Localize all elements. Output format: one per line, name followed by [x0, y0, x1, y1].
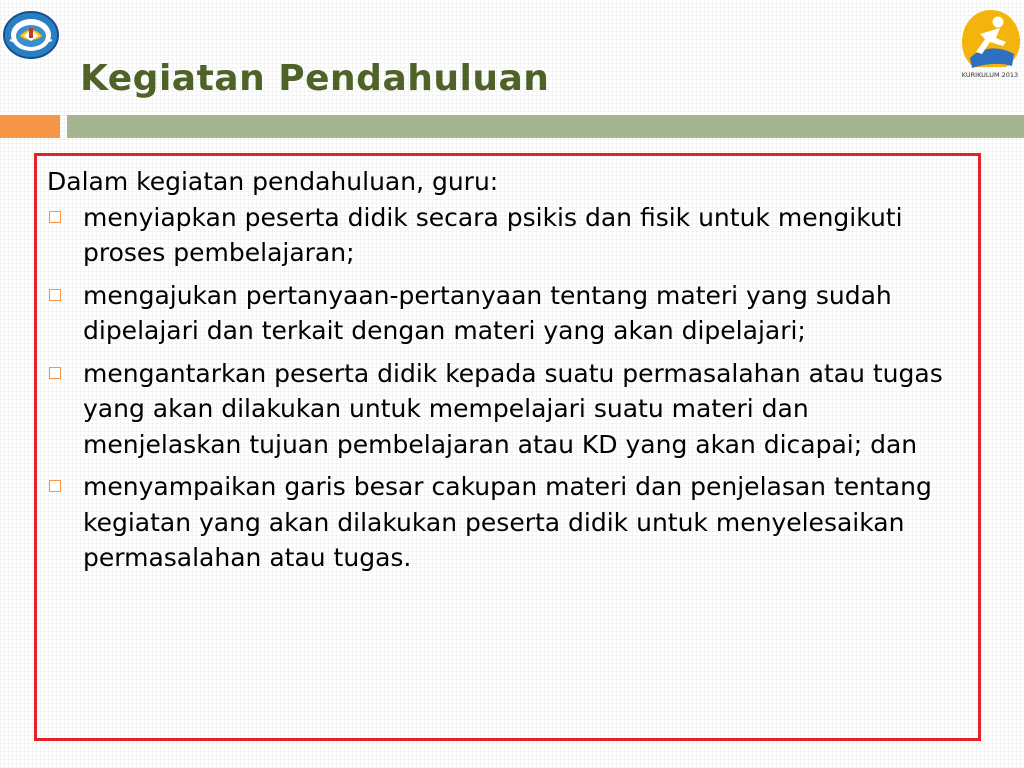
list-item	[47, 356, 970, 463]
kurikulum-2013-logo	[960, 6, 1022, 80]
intro-text: Dalam kegiatan pendahuluan, guru:	[47, 167, 499, 196]
bullet-list	[47, 200, 970, 576]
list-item-text: mengajukan pertanyaan-pertanyaan tentang materi yang sudah dipelajari dan terkait dengan materi yang akan dipelajari;	[83, 280, 892, 345]
list-item	[47, 278, 970, 349]
list-item-text: mengantarkan peserta didik kepada suatu permasalahan atau tugas yang akan dilakukan untuk mempelajari suatu materi dan menjelaskan tujuan pembelajaran atau KD yang akan dicapai; dan	[83, 358, 943, 459]
square-bullet-icon	[49, 480, 61, 492]
list-item-text: menyiapkan peserta didik secara psikis dan fisik untuk mengikuti proses pembelajaran;	[83, 202, 903, 267]
kurikulum-2013-emblem-icon	[960, 6, 1022, 80]
content-box	[34, 153, 981, 741]
list-item	[47, 200, 970, 271]
kemdikbud-logo	[2, 6, 60, 60]
list-item-text: menyampaikan garis besar cakupan materi dan penjelasan tentang kegiatan yang akan dilakukan peserta didik untuk menyelesaikan permasalahan atau tugas.	[83, 472, 932, 572]
kurikulum-logo-text: KURIKULUM 2013	[961, 71, 1019, 79]
square-bullet-icon	[49, 289, 61, 301]
square-bullet-icon	[49, 367, 61, 379]
accent-bar-orange	[0, 115, 60, 138]
square-bullet-icon	[49, 211, 61, 223]
page-title: Kegiatan Pendahuluan	[80, 58, 550, 99]
kemdikbud-emblem-icon	[2, 6, 60, 60]
accent-bar-green	[67, 115, 1024, 138]
list-item	[47, 469, 970, 576]
